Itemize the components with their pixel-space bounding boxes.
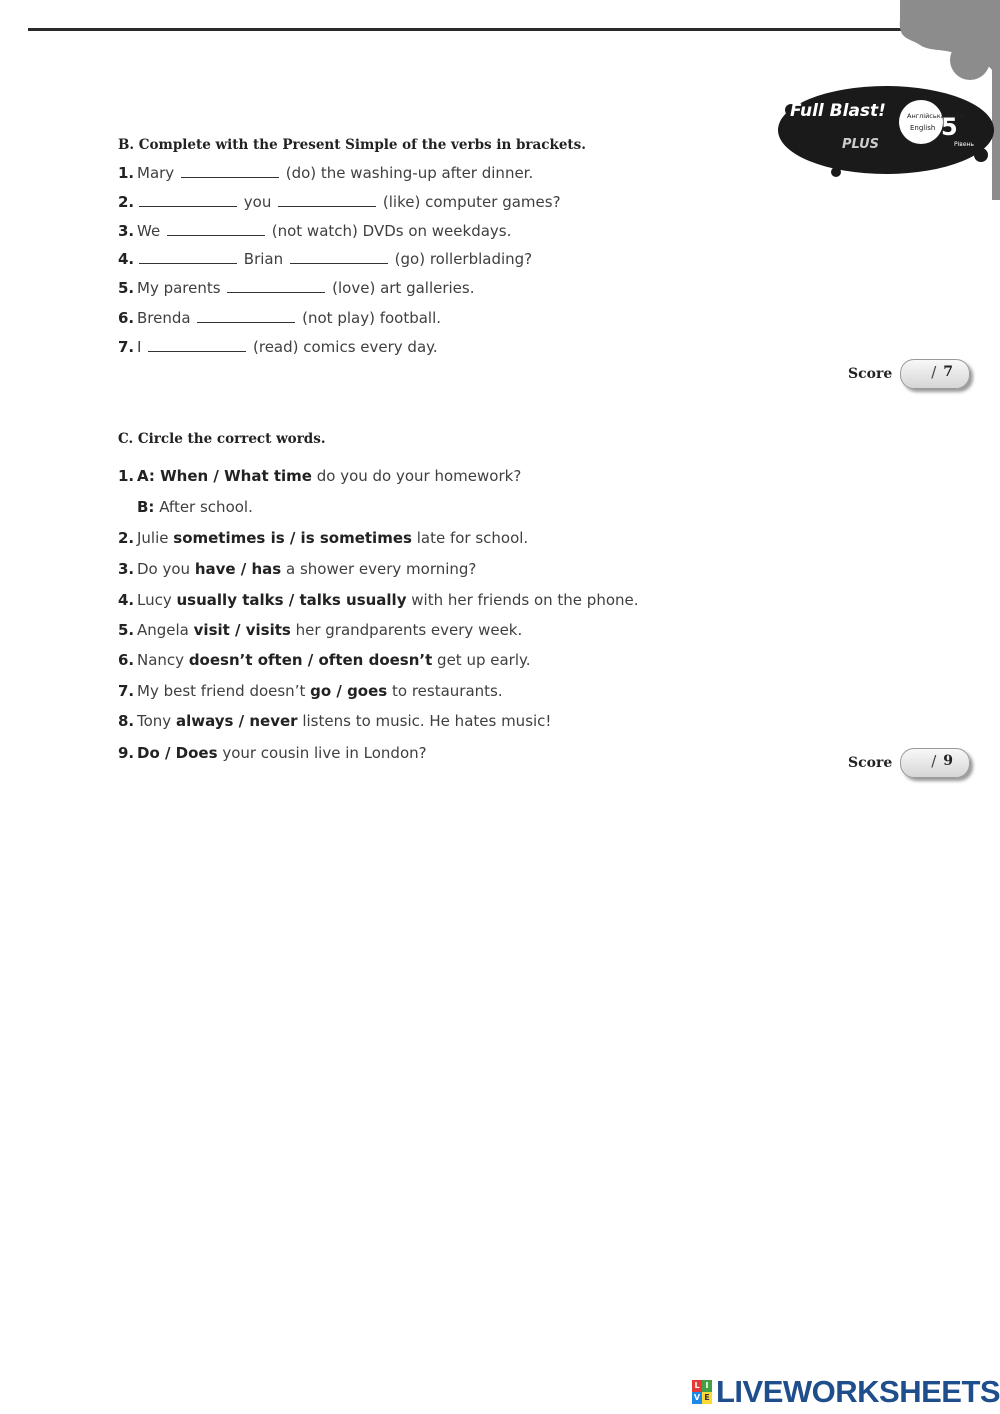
section-b-score — [848, 359, 970, 389]
word-choice[interactable]: doesn’t often / often doesn’t — [188, 651, 433, 669]
section-b-item-5: 5. My parents (love) art galleries. — [118, 279, 475, 297]
section-c-item-6: 6. Nancy doesn’t often / often doesn’t get up early. — [118, 651, 531, 669]
answer-blank[interactable] — [148, 350, 246, 352]
logo-brand-text: Full Blast! — [790, 101, 886, 121]
item-number: 6. — [118, 651, 135, 669]
item-number: 5. — [118, 621, 135, 639]
icon-letter: I — [702, 1380, 712, 1392]
section-c-item-5: 5. Angela visit / visits her grandparents every week. — [118, 621, 523, 639]
answer-blank[interactable] — [278, 205, 376, 207]
item-number: 6. — [118, 309, 135, 327]
item-number: 5. — [118, 279, 135, 297]
section-c-score — [848, 748, 970, 778]
answer-blank[interactable] — [167, 234, 265, 236]
item-number: 2. — [118, 529, 135, 547]
icon-letter: E — [702, 1392, 712, 1404]
answer-blank[interactable] — [227, 291, 325, 293]
section-b-title: B. Complete with the Present Simple of the verbs in brackets. — [118, 137, 586, 153]
word-choice[interactable]: Do / Does — [137, 744, 218, 762]
logo-grade: 5 — [941, 113, 958, 141]
liveworksheets-text: LIVEWORKSHEETS — [716, 1374, 1000, 1409]
section-b-item-2: 2. you (like) computer games? — [118, 193, 561, 211]
liveworksheets-brand[interactable] — [692, 1374, 1000, 1410]
item-number: 4. — [118, 250, 135, 268]
speaker-label: B: — [137, 498, 155, 516]
score-box[interactable]: / 9 — [900, 748, 970, 778]
word-choice[interactable]: go / goes — [310, 682, 388, 700]
section-c-item-4: 4. Lucy usually talks / talks usually with her friends on the phone. — [118, 591, 639, 609]
item-number: 7. — [118, 338, 135, 356]
word-choice[interactable]: A: When / What time — [137, 467, 312, 485]
score-total: 9 — [943, 753, 954, 769]
answer-blank[interactable] — [197, 321, 295, 323]
section-b-item-7: 7. I (read) comics every day. — [118, 338, 438, 356]
section-b-item-3: 3. We (not watch) DVDs on weekdays. — [118, 222, 512, 240]
full-blast-logo — [776, 80, 996, 180]
section-c-item-2: 2. Julie sometimes is / is sometimes late for school. — [118, 529, 529, 547]
item-number: 7. — [118, 682, 135, 700]
section-c-item-9: 9. Do / Does your cousin live in London? — [118, 744, 427, 762]
section-c-item-1: 1. A: When / What time do you do your homework? — [118, 467, 522, 485]
section-c-item-7: 7. My best friend doesn’t go / goes to restaurants. — [118, 682, 503, 700]
answer-blank[interactable] — [181, 176, 279, 178]
icon-letter: L — [692, 1380, 702, 1392]
score-total: 7 — [943, 364, 954, 380]
logo-language-ua: Англійська мова — [907, 112, 964, 120]
item-number: 9. — [118, 744, 135, 762]
score-label: Score — [848, 755, 893, 771]
section-c-item-3: 3. Do you have / has a shower every morning? — [118, 560, 477, 578]
item-number: 4. — [118, 591, 135, 609]
word-choice[interactable]: usually talks / talks usually — [176, 591, 407, 609]
answer-blank[interactable] — [139, 205, 237, 207]
item-number: 1. — [118, 467, 135, 485]
section-c-title: C. Circle the correct words. — [118, 431, 326, 447]
word-choice[interactable]: sometimes is / is sometimes — [173, 529, 412, 547]
section-b-item-6: 6. Brenda (not play) football. — [118, 309, 442, 327]
answer-blank[interactable] — [290, 262, 388, 264]
item-number: 3. — [118, 222, 135, 240]
score-label: Score — [848, 366, 893, 382]
section-c-item-1b: B: After school. — [137, 498, 253, 516]
word-choice[interactable]: always / never — [175, 712, 298, 730]
icon-letter: V — [693, 1393, 701, 1402]
logo-level: Рівень — [954, 141, 974, 148]
item-number: 1. — [118, 164, 135, 182]
word-choice[interactable]: visit / visits — [193, 621, 291, 639]
score-box[interactable]: / 7 — [900, 359, 970, 389]
word-choice[interactable]: have / has — [194, 560, 282, 578]
section-b-item-4: 4. Brian (go) rollerblading? — [118, 250, 533, 268]
section-b-item-1: 1. Mary (do) the washing-up after dinner. — [118, 164, 534, 182]
item-number: 3. — [118, 560, 135, 578]
liveworksheets-icon — [692, 1380, 712, 1404]
item-number: 2. — [118, 193, 135, 211]
item-number: 8. — [118, 712, 135, 730]
answer-blank[interactable] — [139, 262, 237, 264]
section-c-item-8: 8. Tony always / never listens to music. He hates music! — [118, 712, 552, 730]
logo-language-en: English — [910, 124, 936, 132]
logo-sub-text: PLUS — [842, 137, 880, 152]
